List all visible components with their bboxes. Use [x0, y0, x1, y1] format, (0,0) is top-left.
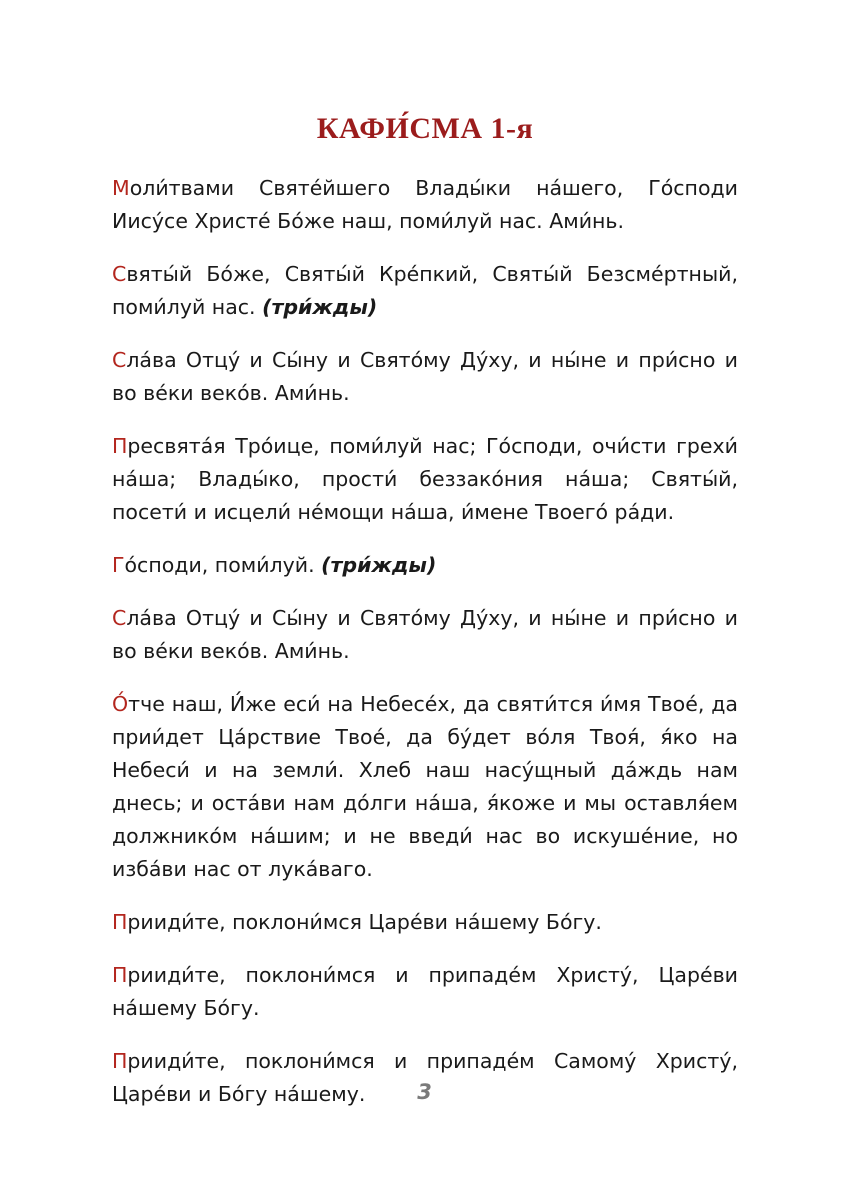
prayer-paragraph-8 [112, 906, 738, 939]
paragraph-text: вяты́й Бо́же, Святы́й Кре́пкий, Святы́й Безсме́ртный, поми́луй нас. [112, 262, 738, 319]
rubric: (три́жды) [262, 295, 378, 319]
prayer-paragraph-7 [112, 688, 738, 886]
prayer-paragraph-6 [112, 602, 738, 668]
red-initial: Г [112, 553, 125, 577]
prayer-paragraph-3 [112, 344, 738, 410]
page-content [112, 112, 738, 1131]
paragraph-text: о́споди, поми́луй. [124, 553, 315, 577]
prayer-paragraph-4 [112, 430, 738, 529]
page-title: КАФИ́СМА 1-я [316, 112, 534, 145]
prayer-paragraph-1 [112, 172, 738, 238]
page-number: 3 [417, 1080, 432, 1104]
paragraph-text: рииди́те, поклони́мся и припаде́м Христу́, Царе́ви на́шему Бо́гу. [112, 963, 738, 1020]
paragraph-text: рииди́те, поклони́мся и припаде́м Самому́ Христу́, Царе́ви и Бо́гу на́шему. [112, 1049, 738, 1106]
paragraph-text: ла́ва Отцу́ и Сы́ну и Свято́му Ду́ху, и ны́не и при́сно и во ве́ки веко́в. Ами́нь. [112, 606, 738, 663]
prayer-paragraph-9 [112, 959, 738, 1025]
paragraph-text: оли́твами Святе́йшего Влады́ки на́шего, Го́споди Иису́се Христе́ Бо́же наш, поми́луй нас. Ами́нь. [112, 176, 738, 233]
paragraph-text: ла́ва Отцу́ и Сы́ну и Свято́му Ду́ху, и ны́не и при́сно и во ве́ки веко́в. Ами́нь. [112, 348, 738, 405]
red-initial: П [112, 1049, 128, 1073]
red-initial: М [112, 176, 130, 200]
red-initial: С [112, 606, 127, 630]
prayer-paragraph-2 [112, 258, 738, 324]
paragraph-text: тче наш, И́же еси́ на Небесе́х, да святи́тся и́мя Твое́, да прии́дет Ца́рствие Твое́, да бу́дет во́ля Твоя́, я́ко на Небеси́ и на земли́. Хлеб наш насу́щный да́ждь нам днесь; и оста́ви нам до́лги на́ша, я́коже и мы оставля́ем должнико́м на́шим; и не введи́ нас во искуше́ние, но изба́ви нас от лука́ваго. [112, 692, 738, 881]
paragraph-text: ресвята́я Тро́ице, поми́луй нас; Го́споди, очи́сти грехи́ на́ша; Влады́ко, прости́ беззако́ния на́ша; Святы́й, посети́ и исцели́ не́мощи на́ша, и́мене Твоего́ ра́ди. [112, 434, 738, 524]
red-initial: С [112, 348, 127, 372]
paragraph-text: рииди́те, поклони́мся Царе́ви на́шему Бо́гу. [127, 910, 602, 934]
red-initial: О́ [112, 692, 129, 716]
rubric: (три́жды) [321, 553, 437, 577]
red-initial: П [112, 963, 128, 987]
red-initial: П [112, 910, 128, 934]
red-initial: С [112, 262, 127, 286]
prayer-paragraph-5 [112, 549, 738, 582]
red-initial: П [112, 434, 128, 458]
